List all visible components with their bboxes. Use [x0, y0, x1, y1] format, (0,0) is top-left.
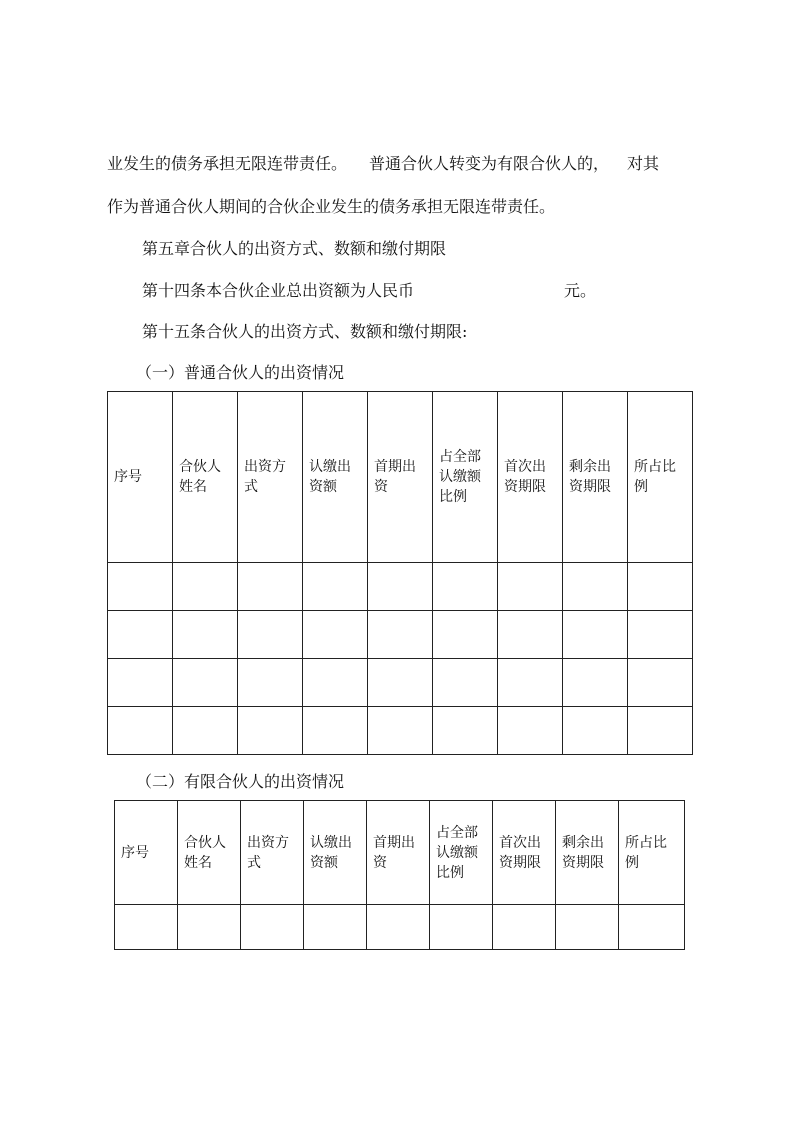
- header-cell: 出资方式: [241, 801, 304, 905]
- header-cell: 序号: [115, 801, 178, 905]
- header-cell: 认缴出资额: [304, 801, 367, 905]
- table-cell[interactable]: [173, 563, 238, 611]
- table-row: [108, 659, 693, 707]
- table-cell[interactable]: [628, 563, 693, 611]
- header-cell: 所占比例: [628, 392, 693, 563]
- header-cell: 剩余出资期限: [563, 392, 628, 563]
- chapter-heading: 第五章合伙人的出资方式、数额和缴付期限: [142, 239, 447, 258]
- table-cell[interactable]: [368, 659, 433, 707]
- table-cell[interactable]: [498, 563, 563, 611]
- general-partner-contribution-table: [107, 391, 693, 755]
- table-cell[interactable]: [108, 563, 173, 611]
- limited-partner-contribution-table: [114, 800, 685, 950]
- table-cell[interactable]: [108, 659, 173, 707]
- header-cell: 首次出资期限: [498, 392, 563, 563]
- table-cell[interactable]: [241, 905, 304, 950]
- table-cell[interactable]: [563, 707, 628, 755]
- table-cell[interactable]: [430, 905, 493, 950]
- header-cell: 首期出资: [367, 801, 430, 905]
- table-cell[interactable]: [108, 707, 173, 755]
- paragraph-text: 作为普通合伙人期间的合伙企业发生的债务承担无限连带责任。: [107, 197, 556, 216]
- paragraph-text: 对其: [627, 154, 660, 173]
- table-row: [108, 707, 693, 755]
- table-cell[interactable]: [498, 611, 563, 659]
- table-cell[interactable]: [619, 905, 685, 950]
- paragraph-line-2: [107, 197, 555, 217]
- table-cell[interactable]: [178, 905, 241, 950]
- table-header-row: [108, 392, 693, 563]
- article-14: [142, 281, 596, 301]
- table-cell[interactable]: [493, 905, 556, 950]
- table-cell[interactable]: [433, 611, 498, 659]
- header-cell: 合伙人姓名: [178, 801, 241, 905]
- table-cell[interactable]: [108, 611, 173, 659]
- subheading-limited-partners: （二）有限合伙人的出资情况: [136, 772, 345, 791]
- table-cell[interactable]: [238, 611, 303, 659]
- table-cell[interactable]: [368, 707, 433, 755]
- table-cell[interactable]: [498, 707, 563, 755]
- paragraph-line-1: [107, 154, 659, 174]
- article-15: 第十五条合伙人的出资方式、数额和缴付期限:: [142, 322, 468, 341]
- header-cell: 首次出资期限: [493, 801, 556, 905]
- subheading-general-partners: （一）普通合伙人的出资情况: [136, 363, 345, 382]
- table-cell[interactable]: [303, 659, 368, 707]
- table-header-row: [115, 801, 685, 905]
- table-cell[interactable]: [303, 563, 368, 611]
- table-cell[interactable]: [628, 611, 693, 659]
- table-cell[interactable]: [433, 563, 498, 611]
- table-row: [108, 563, 693, 611]
- table-row: [115, 905, 685, 950]
- table-cell[interactable]: [628, 707, 693, 755]
- table-cell[interactable]: [498, 659, 563, 707]
- table-cell[interactable]: [173, 707, 238, 755]
- table-cell[interactable]: [238, 563, 303, 611]
- table-cell[interactable]: [628, 659, 693, 707]
- header-cell: 所占比例: [619, 801, 685, 905]
- table-cell[interactable]: [367, 905, 430, 950]
- article-unit: 元。: [564, 281, 597, 300]
- header-cell: 序号: [108, 392, 173, 563]
- table-cell[interactable]: [238, 707, 303, 755]
- header-cell: 出资方式: [238, 392, 303, 563]
- table-cell[interactable]: [303, 707, 368, 755]
- table-row: [108, 611, 693, 659]
- paragraph-text: 普通合伙人转变为有限合伙人的，: [369, 154, 610, 173]
- header-cell: 剩余出资期限: [556, 801, 619, 905]
- table-cell[interactable]: [238, 659, 303, 707]
- table-cell[interactable]: [115, 905, 178, 950]
- article-text: 第十四条本合伙企业总出资额为人民币: [142, 281, 415, 300]
- table-cell[interactable]: [368, 611, 433, 659]
- header-cell: 占全部认缴额比例: [430, 801, 493, 905]
- table-cell[interactable]: [563, 563, 628, 611]
- table-cell[interactable]: [173, 611, 238, 659]
- table-cell[interactable]: [556, 905, 619, 950]
- header-cell: 合伙人姓名: [173, 392, 238, 563]
- table-cell[interactable]: [563, 659, 628, 707]
- table-cell[interactable]: [563, 611, 628, 659]
- header-cell: 认缴出资额: [303, 392, 368, 563]
- table-cell[interactable]: [433, 707, 498, 755]
- table-cell[interactable]: [304, 905, 367, 950]
- header-cell: 首期出资: [368, 392, 433, 563]
- header-cell: 占全部认缴额比例: [433, 392, 498, 563]
- table-cell[interactable]: [433, 659, 498, 707]
- table-cell[interactable]: [173, 659, 238, 707]
- table-cell[interactable]: [368, 563, 433, 611]
- paragraph-text: 业发生的债务承担无限连带责任。: [107, 154, 348, 173]
- table-cell[interactable]: [303, 611, 368, 659]
